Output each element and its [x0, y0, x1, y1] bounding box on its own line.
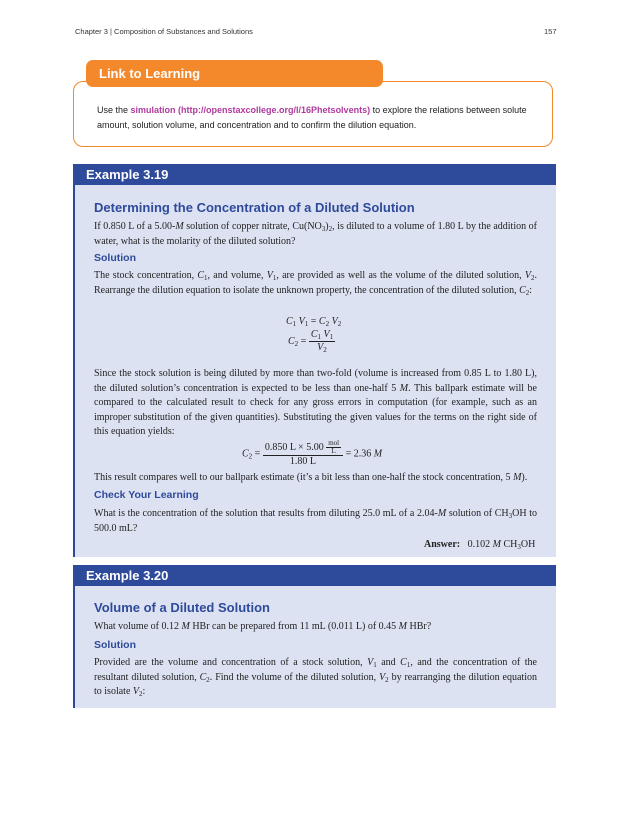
link-to-learning-text [97, 103, 533, 133]
equation-substitution: $C_2$ = 0.850 L × 5.00 $\frac{\text{mol}}{L}$ 1.80 L = 2.36 M [242, 439, 383, 467]
eq3-unit-mol: mol [328, 439, 340, 447]
check-your-learning-heading: Check Your Learning [94, 489, 199, 501]
eq3-denominator: 1.80 L [289, 456, 316, 467]
example-320-problem: What volume of 0.12 M HBr can be prepared from 11 mL (0.011 L) of 0.45 M HBr? [94, 621, 432, 632]
example-320-solution-p1: Provided are the volume and concentration of a stock solution, $V_1$ and $C_1$, and the concentration of the resultant diluted solution, $C_2$. Find the volume of the diluted solution, $V_2$ by rearranging the dilution equation to isolate $V_2$: [94, 657, 537, 698]
example-320-title: Volume of a Diluted Solution [94, 600, 270, 615]
example-320-solution-heading: Solution [94, 639, 136, 651]
page-number: 157 [544, 27, 557, 36]
example-319-solution-p3: This result compares well to our ballpark estimate (it’s a bit less than one-half the stock concentration, 5 M). [94, 472, 528, 483]
equation-c2-rearranged: $C_2$ = $\frac{C_1 V_1}{V_2}$ [288, 329, 334, 354]
example-319-label: Example 3.19 [73, 164, 556, 185]
link-to-learning-title: Link to Learning [86, 60, 383, 87]
eq3-unit-l: L [331, 447, 336, 455]
running-header-chapter: Chapter 3 | Composition of Substances and Solutions [75, 27, 253, 36]
ltl-text-before: Use the [97, 105, 131, 115]
example-320-label: Example 3.20 [73, 565, 556, 586]
example-319-solution-p1: The stock concentration, $C_1$, and volume, $V_1$, are provided as well as the volume of the diluted solution, $V_2$. Rearrange the dilution equation to isolate the unknown property, the concentration of the diluted solution, $C_2$: [94, 270, 537, 297]
example-319-problem: If 0.850 L of a 5.00-M solution of copper nitrate, $Cu(NO_3)_2$, is diluted to a volume of 1.80 L by the addition of water, what is the molarity of the diluted solution? [94, 221, 537, 247]
example-319-title: Determining the Concentration of a Diluted Solution [94, 200, 415, 215]
example-319-solution-p2: Since the stock solution is being diluted by more than two-fold (volume is increased from 0.85 L to 1.80 L), the diluted solution’s concentration is expected to be less than one-half 5 M. This ballpark estimate will be compared to the calculated result to check for any gross errors in computation (for example, such as an improper substitution of the given quantities). Substituting the given values for the terms on the right side of this equation yields: [94, 368, 537, 437]
answer-label: Answer: [424, 539, 461, 550]
ltl-text-after: to explore the relations between solute amount, solution volume, and concentration and to confirm the dilution equation. [97, 105, 527, 130]
check-your-learning-text: What is the concentration of the solution that results from diluting 25.0 mL of a 2.04-M solution of $CH_3OH$ to 500.0 mL? [94, 508, 537, 534]
example-319-solution-heading: Solution [94, 252, 136, 264]
equation-dilution: $C_1$ $V_1 = C_2$ $V_2$ [286, 316, 342, 328]
eq3-numerator: 0.850 L × 5.00 [264, 441, 324, 453]
answer: Answer: 0.102 M $CH_3OH$ [424, 539, 536, 551]
simulation-link[interactable]: simulation (http://openstaxcollege.org/l/16Phetsolvents) [130, 105, 371, 115]
